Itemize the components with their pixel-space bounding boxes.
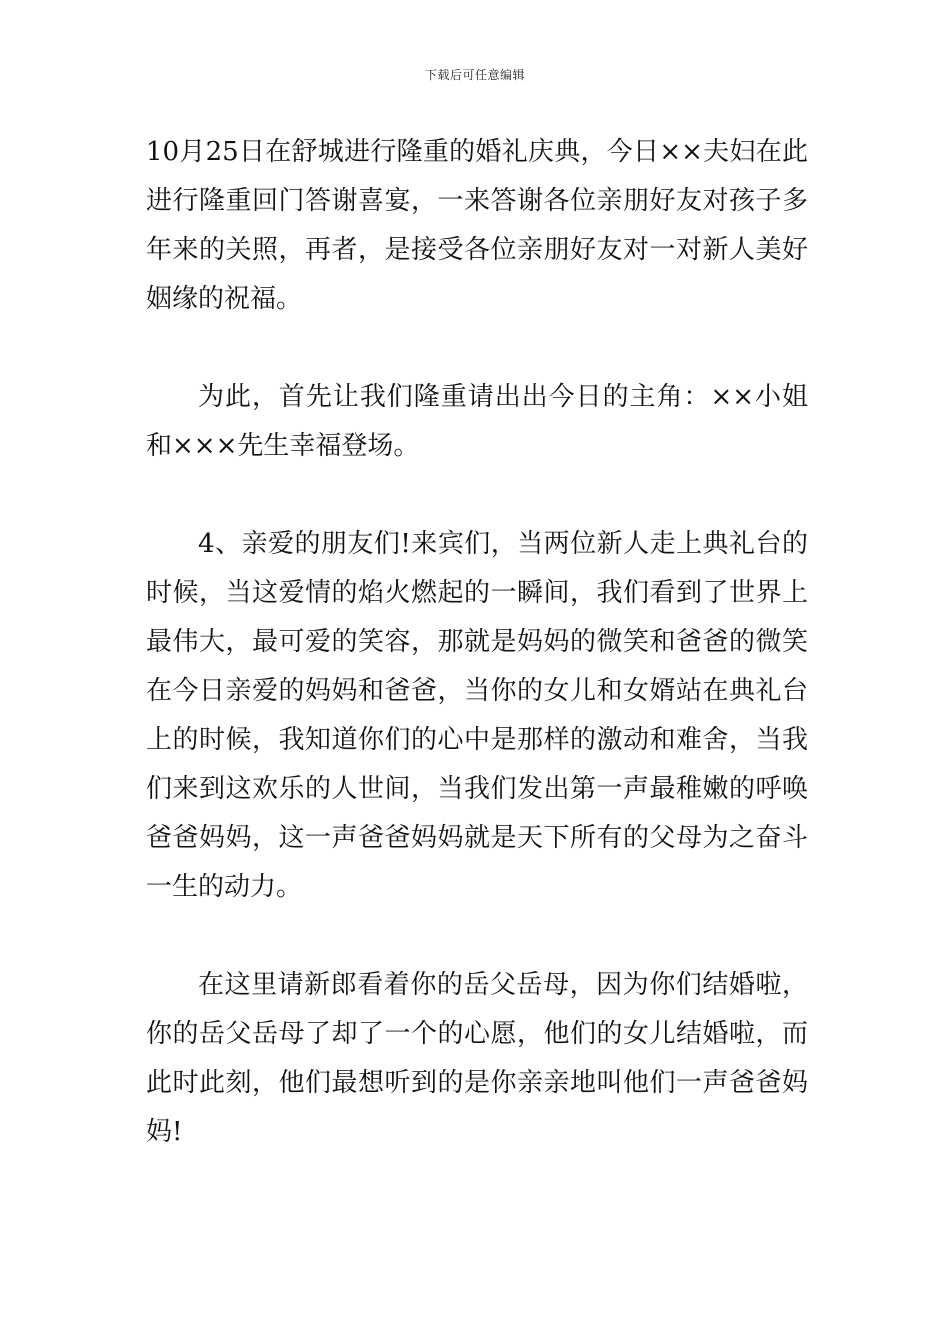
paragraph-2: 为此，首先让我们隆重请出出今日的主角：××小姐和×××先生幸福登场。 bbox=[146, 382, 808, 461]
document-body bbox=[146, 128, 808, 1157]
header-note: 下载后可任意编辑 bbox=[424, 68, 525, 82]
paragraph-4: 在这里请新郎看着你的岳父岳母，因为你们结婚啦，你的岳父岳母了却了一个的心愿，他们的女儿结婚啦，而此时此刻，他们最想听到的是你亲亲地叫他们一声爸爸妈妈! bbox=[146, 970, 808, 1147]
paragraph-1: 10月25日在舒城进行隆重的婚礼庆典，今日××夫妇在此进行隆重回门答谢喜宴，一来答谢各位亲朋好友对孩子多年来的关照，再者，是接受各位亲朋好友对一对新人美好姻缘的祝福。 bbox=[146, 137, 808, 314]
paragraph-3: 4、亲爱的朋友们!来宾们，当两位新人走上典礼台的时候，当这爱情的焰火燃起的一瞬间，我们看到了世界上最伟大，最可爱的笑容，那就是妈妈的微笑和爸爸的微笑在今日亲爱的妈妈和爸爸，当你的女儿和女婿站在典礼台上的时候，我知道你们的心中是那样的激动和难舍，当我们来到这欢乐的人世间，当我们发出第一声最稚嫩的呼唤爸爸妈妈，这一声爸爸妈妈就是天下所有的父母为之奋斗一生的动力。 bbox=[146, 529, 808, 902]
